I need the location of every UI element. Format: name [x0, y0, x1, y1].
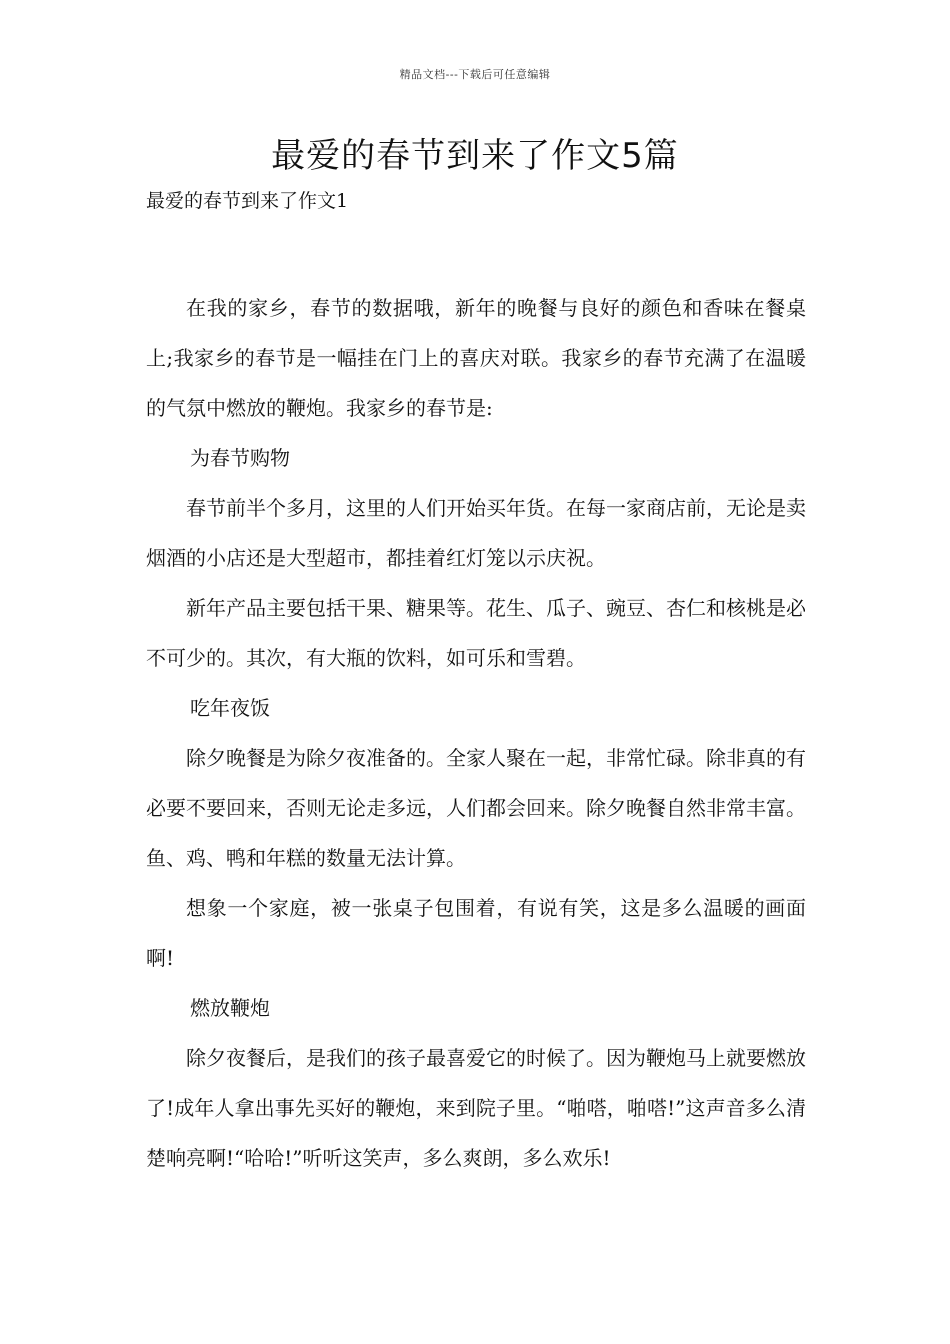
essay-body	[146, 283, 806, 1183]
essay-subtitle: 最爱的春节到来了作文1	[146, 190, 349, 212]
document-title: 最爱的春节到来了作文5篇	[271, 136, 679, 176]
paragraph-dinner-1: 除夕晚餐是为除夕夜准备的。全家人聚在一起，非常忙碌。除非真的有必要不要回来，否则无论走多远，人们都会回来。除夕晚餐自然非常丰富。鱼、鸡、鸭和年糕的数量无法计算。	[146, 746, 806, 870]
section-heading-shopping: 为春节购物	[190, 446, 290, 470]
section-heading-firecrackers: 燃放鞭炮	[190, 996, 270, 1020]
paragraph-intro: 在我的家乡，春节的数据哦，新年的晚餐与良好的颜色和香味在餐桌上;我家乡的春节是一幅挂在门上的喜庆对联。我家乡的春节充满了在温暖的气氛中燃放的鞭炮。我家乡的春节是:	[146, 296, 806, 420]
section-heading-dinner: 吃年夜饭	[190, 696, 270, 720]
paragraph-shopping-2: 新年产品主要包括干果、糖果等。花生、瓜子、豌豆、杏仁和核桃是必不可少的。其次，有大瓶的饮料，如可乐和雪碧。	[146, 596, 806, 670]
paragraph-shopping-1: 春节前半个多月，这里的人们开始买年货。在每一家商店前，无论是卖烟酒的小店还是大型超市，都挂着红灯笼以示庆祝。	[146, 496, 806, 570]
paragraph-firecrackers-1: 除夕夜餐后，是我们的孩子最喜爱它的时候了。因为鞭炮马上就要燃放了!成年人拿出事先买好的鞭炮，来到院子里。“啪嗒，啪嗒!”这声音多么清楚响亮啊!“哈哈!”听听这笑声，多么爽朗，多么欢乐!	[146, 1046, 806, 1170]
paragraph-dinner-2: 想象一个家庭，被一张桌子包围着，有说有笑，这是多么温暖的画面啊!	[146, 896, 806, 970]
header-note: 精品文档---下载后可任意编辑	[399, 68, 551, 81]
